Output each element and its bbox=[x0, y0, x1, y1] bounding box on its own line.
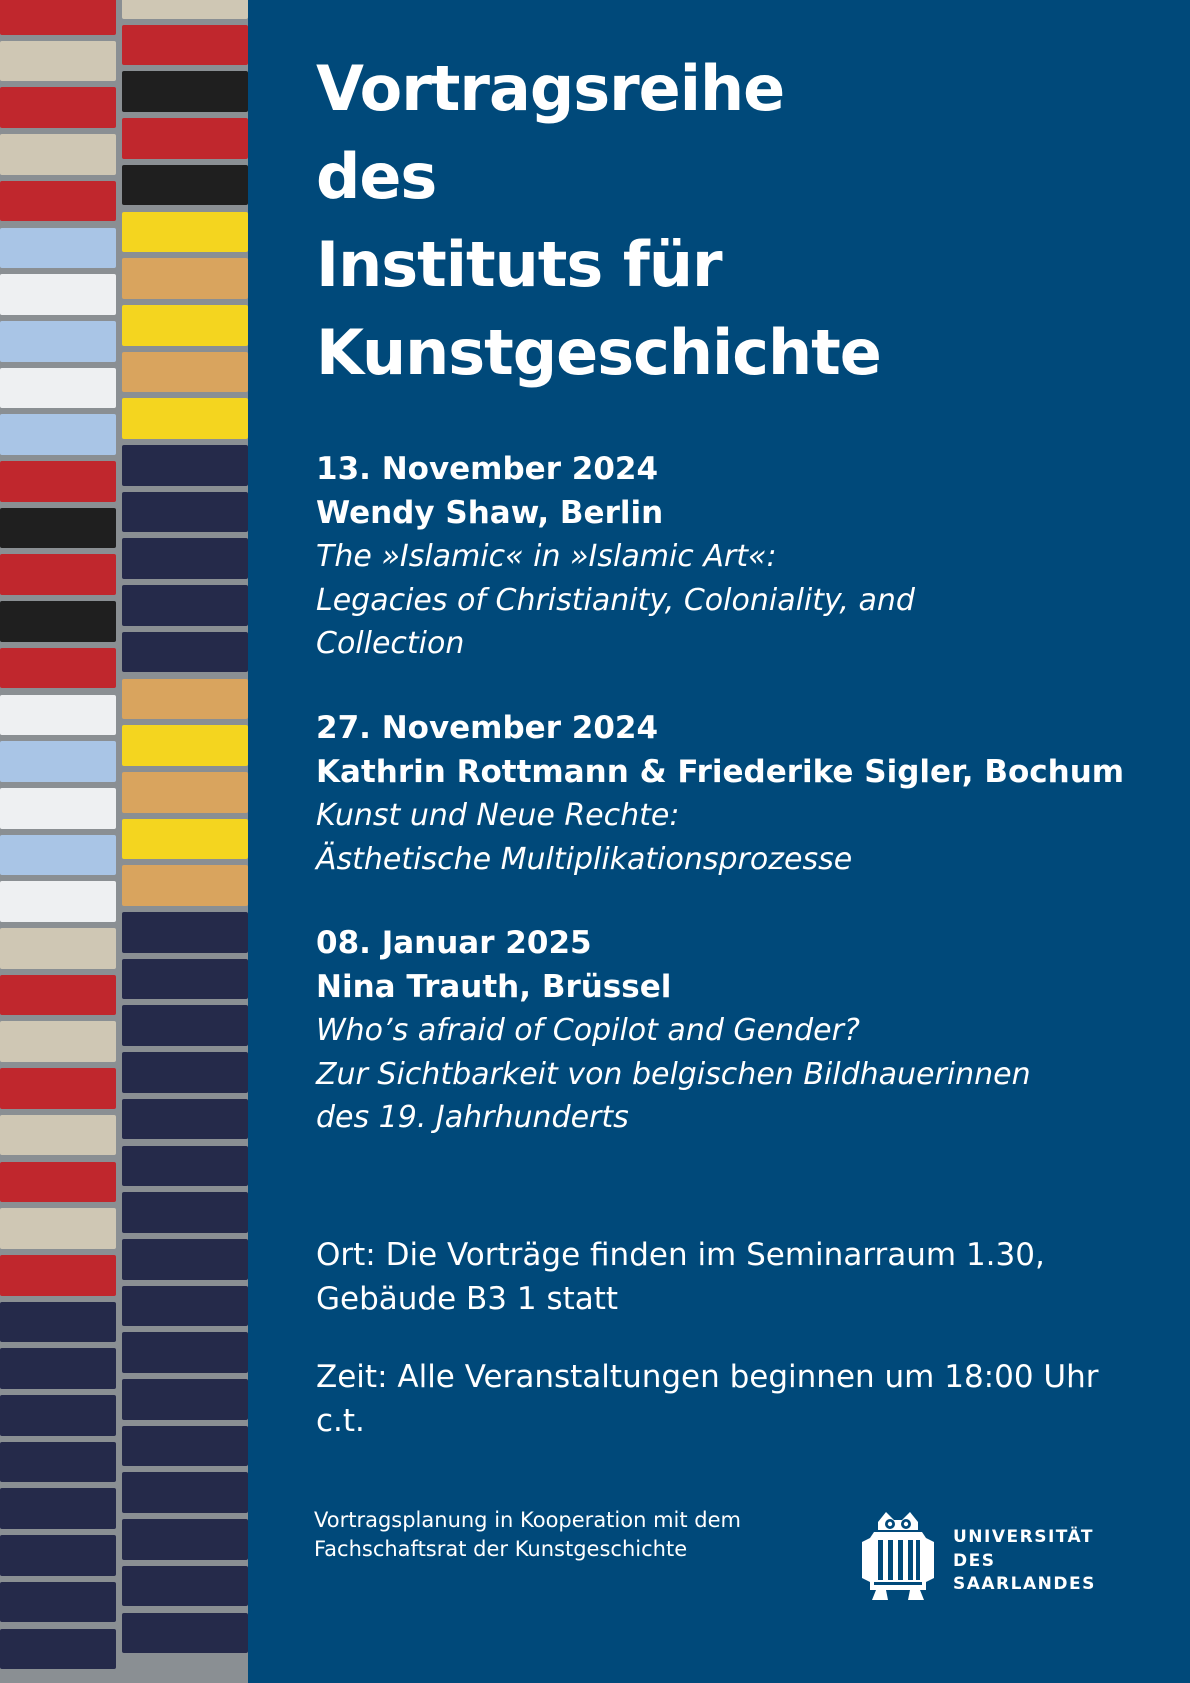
tile-left bbox=[0, 1162, 116, 1203]
tile-left bbox=[0, 1395, 116, 1436]
tile-right bbox=[122, 585, 248, 626]
tile-right bbox=[122, 165, 248, 206]
event-3 bbox=[316, 922, 1156, 1140]
tile-left bbox=[0, 414, 116, 455]
event-date: 13. November 2024 bbox=[316, 451, 659, 487]
tile-right bbox=[122, 1239, 248, 1280]
talk-line: Ästhetische Multiplikationsprozesse bbox=[316, 841, 853, 877]
tile-right bbox=[122, 632, 248, 673]
event-speaker: Wendy Shaw, Berlin bbox=[316, 494, 664, 531]
tile-left bbox=[0, 368, 116, 409]
event-1 bbox=[316, 448, 1156, 666]
tile-right bbox=[122, 445, 248, 486]
event-speaker: Nina Trauth, Brüssel bbox=[316, 968, 672, 1005]
tile-left bbox=[0, 1348, 116, 1389]
tile-left bbox=[0, 41, 116, 82]
tile-left bbox=[0, 835, 116, 876]
tile-left bbox=[0, 1629, 116, 1670]
tile-right bbox=[122, 912, 248, 953]
tile-right bbox=[122, 1472, 248, 1513]
tile-left bbox=[0, 1021, 116, 1062]
tile-right bbox=[122, 25, 248, 66]
tile-right bbox=[122, 1379, 248, 1420]
talk-line: Kunst und Neue Rechte: bbox=[316, 798, 680, 833]
tile-right bbox=[122, 679, 248, 720]
title-line: Instituts für bbox=[316, 228, 722, 301]
location-line: Ort: Die Vorträge finden im Seminarraum 1.30, bbox=[316, 1237, 1045, 1273]
cooperation-line: Fachschaftsrat der Kunstgeschichte bbox=[314, 1537, 688, 1561]
title-line: Kunstgeschichte bbox=[316, 316, 881, 389]
tile-left bbox=[0, 1582, 116, 1623]
cooperation-line: Vortragsplanung in Kooperation mit dem bbox=[314, 1508, 741, 1532]
tile-left bbox=[0, 741, 116, 782]
university-name-line: UNIVERSITÄT bbox=[953, 1527, 1094, 1547]
tile-right bbox=[122, 1519, 248, 1560]
tile-left bbox=[0, 695, 116, 736]
tile-left bbox=[0, 508, 116, 549]
tile-left bbox=[0, 321, 116, 362]
tile-right bbox=[122, 352, 248, 393]
talk-line: Zur Sichtbarkeit von belgischen Bildhauerinnen bbox=[316, 1056, 1031, 1092]
tile-right bbox=[122, 0, 248, 19]
tile-left bbox=[0, 881, 116, 922]
tile-left bbox=[0, 928, 116, 969]
tile-right bbox=[122, 819, 248, 860]
page-title bbox=[316, 45, 881, 397]
tile-right bbox=[122, 1099, 248, 1140]
tile-right bbox=[122, 305, 248, 346]
tile-left bbox=[0, 1208, 116, 1249]
cooperation-note bbox=[314, 1506, 741, 1564]
event-talk-title bbox=[316, 794, 1156, 881]
tile-right bbox=[122, 212, 248, 253]
tile-right bbox=[122, 1146, 248, 1187]
tile-left bbox=[0, 87, 116, 128]
tile-left bbox=[0, 1255, 116, 1296]
title-line: des bbox=[316, 140, 437, 213]
tile-left bbox=[0, 554, 116, 595]
tile-right bbox=[122, 1286, 248, 1327]
tile-left bbox=[0, 1535, 116, 1576]
tile-left bbox=[0, 181, 116, 222]
university-name bbox=[953, 1526, 1096, 1597]
tile-left bbox=[0, 1115, 116, 1156]
tile-left bbox=[0, 1442, 116, 1483]
tile-right bbox=[122, 865, 248, 906]
tile-left bbox=[0, 601, 116, 642]
tile-right bbox=[122, 1192, 248, 1233]
tile-right bbox=[122, 492, 248, 533]
tile-right bbox=[122, 118, 248, 159]
location-line: Gebäude B3 1 statt bbox=[316, 1280, 619, 1317]
talk-line: des 19. Jahrhunderts bbox=[316, 1100, 629, 1135]
location-info bbox=[316, 1234, 1156, 1321]
event-date: 08. Januar 2025 bbox=[316, 925, 592, 961]
tile-right bbox=[122, 398, 248, 439]
tile-left bbox=[0, 1302, 116, 1343]
tile-right bbox=[122, 1052, 248, 1093]
tile-left bbox=[0, 975, 116, 1016]
tile-right bbox=[122, 725, 248, 766]
title-line: Vortragsreihe bbox=[316, 52, 785, 125]
university-name-line: SAARLANDES bbox=[953, 1574, 1096, 1594]
tile-right bbox=[122, 772, 248, 813]
talk-line: Collection bbox=[316, 626, 465, 661]
event-talk-title bbox=[316, 1009, 1156, 1140]
event-talk-title bbox=[316, 535, 1156, 666]
event-speaker: Kathrin Rottmann & Friederike Sigler, Bochum bbox=[316, 753, 1125, 790]
tile-left bbox=[0, 1488, 116, 1529]
tile-right bbox=[122, 1426, 248, 1467]
tile-right bbox=[122, 71, 248, 112]
event-date: 27. November 2024 bbox=[316, 710, 659, 746]
tile-mosaic-image bbox=[0, 0, 248, 1683]
tile-right bbox=[122, 1613, 248, 1654]
tile-left bbox=[0, 461, 116, 502]
tile-left bbox=[0, 228, 116, 269]
time-line: Zeit: Alle Veranstaltungen beginnen um 18:00 Uhr c.t. bbox=[316, 1359, 1099, 1439]
time-info bbox=[316, 1356, 1156, 1443]
tile-left bbox=[0, 134, 116, 175]
tile-right bbox=[122, 258, 248, 299]
talk-line: Who’s afraid of Copilot and Gender? bbox=[316, 1013, 860, 1048]
tile-right bbox=[122, 1332, 248, 1373]
tile-right bbox=[122, 1566, 248, 1607]
tile-left bbox=[0, 788, 116, 829]
talk-line: Legacies of Christianity, Coloniality, and bbox=[316, 582, 915, 618]
tile-left bbox=[0, 648, 116, 689]
tile-left bbox=[0, 274, 116, 315]
tile-right bbox=[122, 538, 248, 579]
university-name-line: DES bbox=[953, 1550, 996, 1571]
event-2 bbox=[316, 707, 1156, 881]
tile-right bbox=[122, 1005, 248, 1046]
tile-right bbox=[122, 959, 248, 1000]
tile-left bbox=[0, 0, 116, 35]
talk-line: The »Islamic« in »Islamic Art«: bbox=[316, 539, 777, 574]
tile-left bbox=[0, 1068, 116, 1109]
